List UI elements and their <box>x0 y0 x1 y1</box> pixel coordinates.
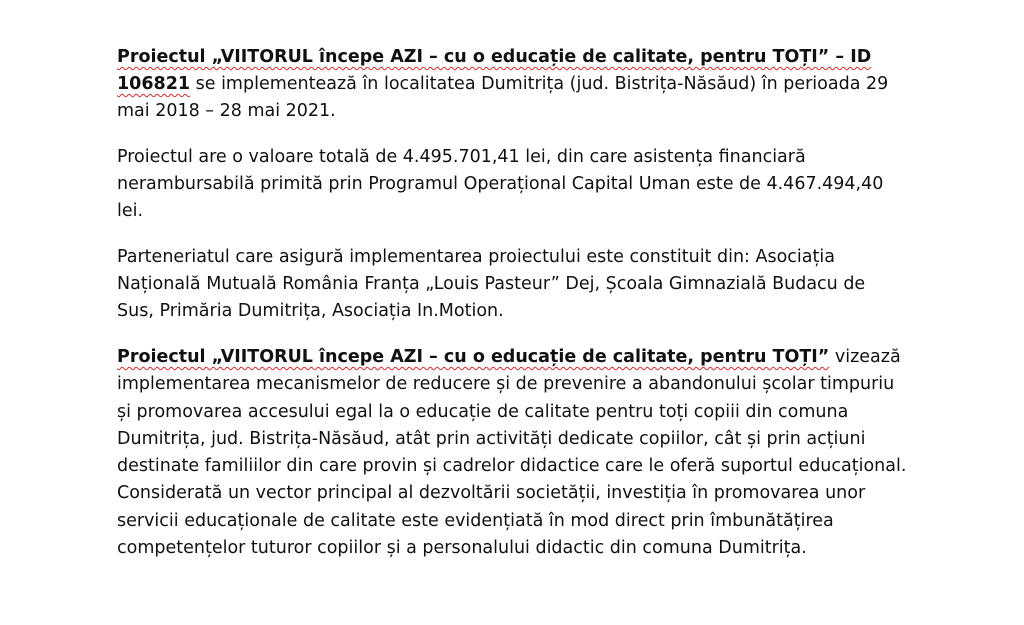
document-body <box>117 44 907 562</box>
paragraph-project-intro <box>117 44 907 125</box>
paragraph-project-objective <box>117 344 907 562</box>
implementation-period-text: se implementează în localitatea Dumitrița (jud. Bistrița-Năsăud) în perioada 29 mai 2018 – 28 mai 2021. <box>117 74 889 121</box>
project-title-id: Proiectul „VIITORUL începe AZI – cu o educație de calitate, pentru TOȚI” – ID 106821 <box>117 47 872 94</box>
partnership-text: Parteneriatul care asigură implementarea proiectului este constituit din: Asociația Națională Mutuală România Franța „Louis Pasteur” Dej, Școala Gimnazială Budacu de Sus, Primăria Dumitrița, Asociația In.Motion. <box>117 247 866 321</box>
project-title-bold: Proiectul „VIITORUL începe AZI – cu o educație de calitate, pentru TOȚI” <box>117 347 830 367</box>
paragraph-partnership <box>117 244 907 325</box>
project-value-text: Proiectul are o valoare totală de 4.495.701,41 lei, din care asistența financiară nerambursabilă primită prin Programul Operațional Capital Uman este de 4.467.494,40 lei. <box>117 147 884 221</box>
paragraph-project-value <box>117 144 907 225</box>
project-objective-text: vizează implementarea mecanismelor de reducere și de prevenire a abandonului școlar timpuriu și promovarea accesului egal la o educație de calitate pentru toți copiii din comuna Dumitrița, jud. Bistrița-Năsăud, atât prin activități dedicate copiilor, cât și prin acțiuni destinate familiilor din care provin și cadrelor didactice care le oferă suportul educațional. Considerată un vector principal al dezvoltării societății, investiția în promovarea unor servicii educaționale de calitate este evidențiată în mod direct prin îmbunătățirea competențelor tuturor copiilor și a personalului didactic din comuna Dumitrița. <box>117 347 907 559</box>
